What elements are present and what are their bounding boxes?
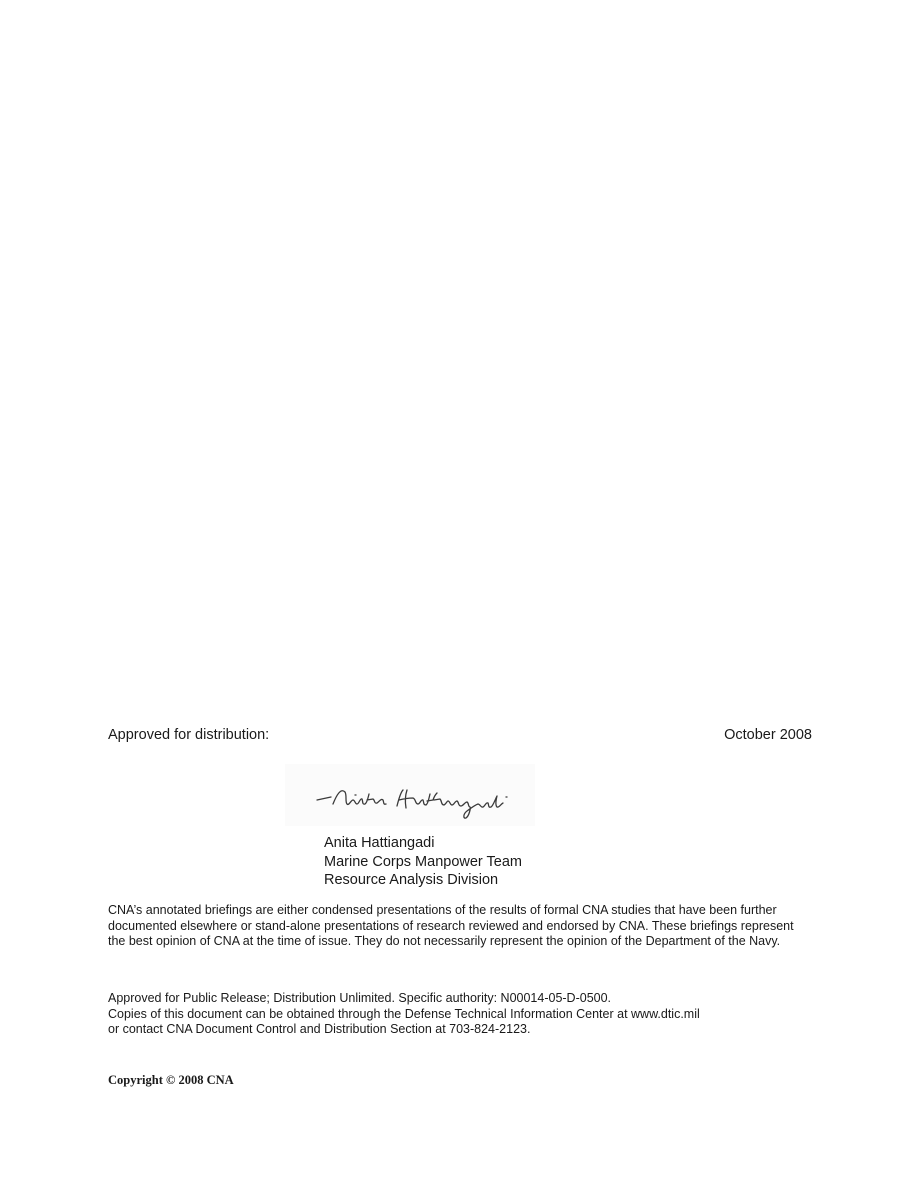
release-line-dtic: Copies of this document can be obtained through the Defense Technical Information Center at www.dtic.mil [108, 1006, 700, 1021]
release-line-authority: Approved for Public Release; Distribution Unlimited. Specific authority: N00014-05-D-0500. [108, 991, 612, 1005]
approval-row [108, 726, 812, 744]
approval-date: October 2008 [724, 727, 812, 743]
release-line-contact: or contact CNA Document Control and Distribution Section at 703-824-2123. [108, 1022, 531, 1037]
copyright-notice: Copyright © 2008 CNA [108, 1073, 234, 1087]
signer-block [324, 834, 522, 890]
approval-label: Approved for distribution: [108, 727, 270, 743]
signer-name: Anita Hattiangadi [324, 835, 435, 851]
disclaimer-paragraph: CNA’s annotated briefings are either condensed presentations of the results of formal CNA studies that have been further documented elsewhere or stand-alone presentations of research reviewed and endorsed by CNA. These briefings represent the best opinion of CNA at the time of issue. They do not necessarily represent the opinion of the Department of the Navy. [108, 903, 794, 949]
signer-division: Resource Analysis Division [324, 872, 499, 888]
signer-team: Marine Corps Manpower Team [324, 853, 522, 870]
release-statement [108, 991, 812, 1038]
handwritten-signature [285, 764, 535, 826]
